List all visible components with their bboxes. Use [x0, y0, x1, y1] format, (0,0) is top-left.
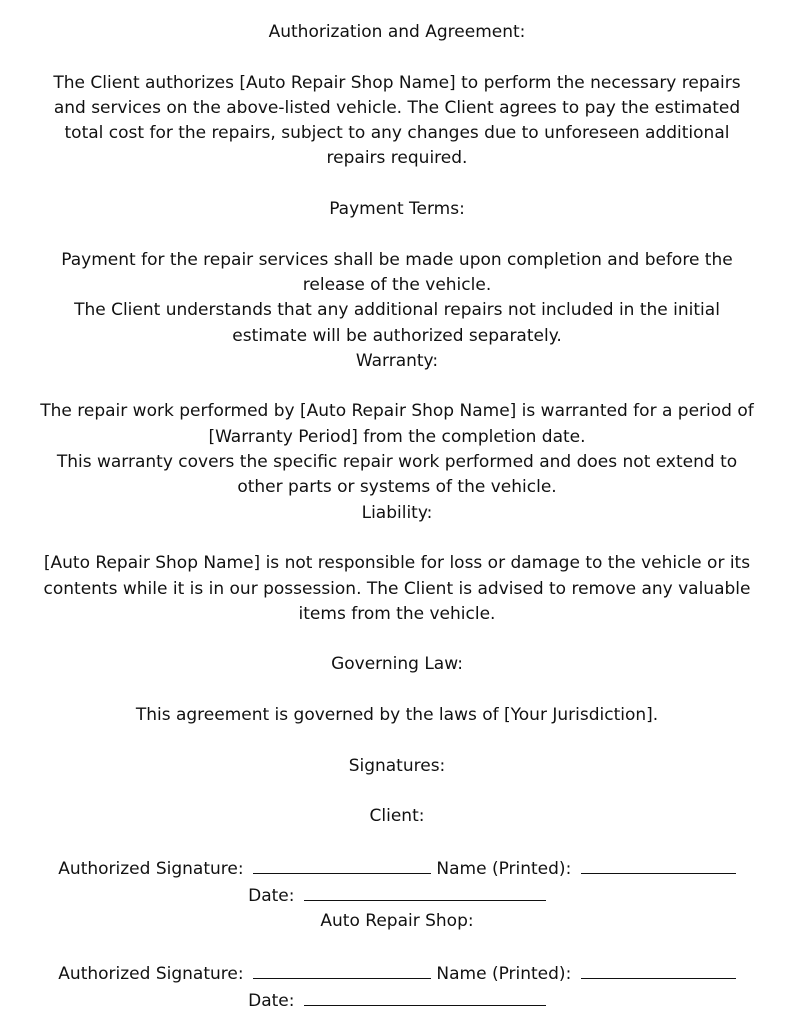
authorization-line: repairs required. [326, 148, 468, 169]
shop-date-label: Date: [248, 991, 295, 1012]
payment-line: The Client understands that any additional repairs not included in the initial [74, 300, 720, 321]
shop-date-field[interactable] [304, 987, 546, 1006]
client-date-label: Date: [248, 886, 295, 907]
liability-line: [Auto Repair Shop Name] is not responsible for loss or damage to the vehicle or its [43, 553, 751, 574]
client-date-row [0, 882, 794, 909]
payment-line: Payment for the repair services shall be made upon completion and before the [61, 249, 733, 270]
shop-name-label: Name (Printed): [436, 963, 572, 984]
client-signature-label: Authorized Signature: [58, 858, 244, 879]
warranty-heading: Warranty: [355, 350, 439, 371]
client-name-field[interactable] [581, 855, 736, 874]
liability-line: items from the vehicle. [298, 603, 496, 624]
authorization-line: and services on the above-listed vehicle. The Client agrees to pay the estimated [53, 97, 741, 118]
client-signature-field[interactable] [253, 855, 431, 874]
governing-law-text: This agreement is governed by the laws of [Your Jurisdiction]. [135, 705, 659, 726]
payment-line: release of the vehicle. [302, 274, 492, 295]
client-name-label: Name (Printed): [436, 858, 572, 879]
authorization-line: total cost for the repairs, subject to any changes due to unforeseen additional [64, 123, 730, 144]
authorization-heading: Authorization and Agreement: [268, 22, 526, 42]
client-signature-row [0, 855, 794, 882]
signatures-heading: Signatures: [348, 755, 446, 776]
client-date-field[interactable] [304, 882, 546, 901]
shop-signature-field[interactable] [253, 960, 431, 979]
authorization-line: The Client authorizes [Auto Repair Shop Name] to perform the necessary repairs [53, 72, 741, 93]
governing-law-heading: Governing Law: [331, 654, 463, 675]
shop-signature-label: Authorized Signature: [58, 963, 244, 984]
shop-name-field[interactable] [581, 960, 736, 979]
warranty-line: The repair work performed by [Auto Repair Shop Name] is warranted for a period of [40, 401, 754, 422]
shop-date-row [0, 987, 794, 1014]
shop-signature-row [0, 960, 794, 987]
warranty-line: other parts or systems of the vehicle. [237, 477, 557, 498]
payment-line: estimate will be authorized separately. [232, 325, 562, 346]
shop-heading: Auto Repair Shop: [320, 911, 474, 932]
payment-heading: Payment Terms: [329, 199, 465, 220]
warranty-line: [Warranty Period] from the completion date. [208, 426, 586, 447]
warranty-line: This warranty covers the specific repair work performed and does not extend to [56, 452, 738, 473]
liability-line: contents while it is in our possession. The Client is advised to remove any valuable [43, 578, 751, 599]
liability-heading: Liability: [361, 502, 433, 523]
client-heading: Client: [369, 806, 425, 827]
